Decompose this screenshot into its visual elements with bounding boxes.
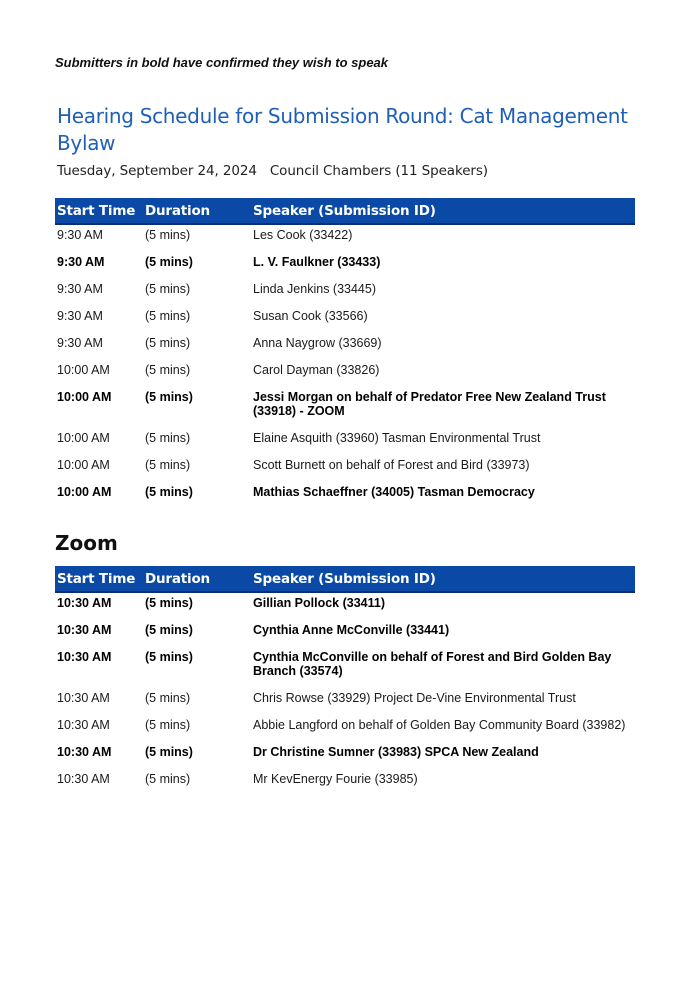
speaker-cell: Anna Naygrow (33669)	[253, 336, 382, 350]
table-row	[55, 279, 635, 306]
speaker-cell: Jessi Morgan on behalf of Predator Free New Zealand Trust (33918) - ZOOM	[253, 390, 606, 418]
table-header-row	[55, 198, 635, 224]
speaker-cell: L. V. Faulkner (33433)	[253, 255, 381, 269]
start-time-cell: 10:00 AM	[57, 390, 112, 404]
duration-cell: (5 mins)	[145, 691, 191, 705]
start-time-cell: 10:30 AM	[57, 772, 110, 786]
table-row	[55, 224, 635, 252]
duration-cell: (5 mins)	[145, 282, 191, 296]
chambers-schedule-table	[55, 198, 635, 509]
duration-cell: (5 mins)	[145, 255, 193, 269]
start-time-cell: 10:30 AM	[57, 718, 110, 732]
table-row	[55, 360, 635, 387]
speaker-cell: Elaine Asquith (33960) Tasman Environmental Trust	[253, 431, 541, 445]
speaker-cell: Cynthia Anne McConville (33441)	[253, 623, 450, 637]
table-row	[55, 306, 635, 333]
table-row	[55, 742, 635, 769]
table-row	[55, 769, 635, 796]
speaker-cell: Dr Christine Sumner (33983) SPCA New Zealand	[253, 745, 539, 759]
duration-cell: (5 mins)	[145, 772, 191, 786]
duration-cell: (5 mins)	[145, 336, 191, 350]
start-time-cell: 10:30 AM	[57, 745, 112, 759]
duration-cell: (5 mins)	[145, 485, 193, 499]
table-row	[55, 333, 635, 360]
duration-cell: (5 mins)	[145, 745, 193, 759]
header-start-time: Start Time	[55, 566, 143, 592]
table-header-row	[55, 566, 635, 592]
duration-cell: (5 mins)	[145, 650, 193, 664]
speaker-cell: Abbie Langford on behalf of Golden Bay Community Board (33982)	[253, 718, 626, 732]
table-row	[55, 387, 635, 428]
duration-cell: (5 mins)	[145, 596, 193, 610]
start-time-cell: 10:00 AM	[57, 431, 110, 445]
duration-cell: (5 mins)	[145, 390, 193, 404]
table-row	[55, 482, 635, 509]
table-row	[55, 455, 635, 482]
start-time-cell: 9:30 AM	[57, 228, 103, 242]
speaker-cell: Mathias Schaeffner (34005) Tasman Democracy	[253, 485, 535, 499]
table-row	[55, 647, 635, 688]
table-row	[55, 592, 635, 620]
speaker-cell: Les Cook (33422)	[253, 228, 353, 242]
speaker-cell: Linda Jenkins (33445)	[253, 282, 376, 296]
start-time-cell: 9:30 AM	[57, 282, 103, 296]
zoom-rows	[55, 592, 635, 796]
zoom-schedule-table	[55, 566, 635, 796]
speaker-cell: Mr KevEnergy Fourie (33985)	[253, 772, 418, 786]
start-time-cell: 10:00 AM	[57, 458, 110, 472]
start-time-cell: 10:00 AM	[57, 485, 112, 499]
table-row	[55, 620, 635, 647]
start-time-cell: 9:30 AM	[57, 255, 105, 269]
start-time-cell: 9:30 AM	[57, 309, 103, 323]
table-row	[55, 428, 635, 455]
start-time-cell: 9:30 AM	[57, 336, 103, 350]
table-row	[55, 688, 635, 715]
header-speaker: Speaker (Submission ID)	[251, 566, 635, 592]
duration-cell: (5 mins)	[145, 458, 191, 472]
header-start-time: Start Time	[55, 198, 143, 224]
duration-cell: (5 mins)	[145, 363, 191, 377]
start-time-cell: 10:00 AM	[57, 363, 110, 377]
table-row	[55, 252, 635, 279]
header-speaker: Speaker (Submission ID)	[251, 198, 635, 224]
duration-cell: (5 mins)	[145, 309, 191, 323]
zoom-section-heading: Zoom	[55, 531, 118, 555]
speaker-cell: Carol Dayman (33826)	[253, 363, 380, 377]
bold-speakers-note: Submitters in bold have confirmed they wish to speak	[55, 55, 389, 70]
start-time-cell: 10:30 AM	[57, 691, 110, 705]
page-title: Hearing Schedule for Submission Round: Cat Management Bylaw	[57, 104, 628, 155]
speaker-cell: Cynthia McConville on behalf of Forest and Bird Golden Bay Branch (33574)	[253, 650, 612, 678]
start-time-cell: 10:30 AM	[57, 596, 112, 610]
chambers-rows	[55, 224, 635, 509]
speaker-cell: Susan Cook (33566)	[253, 309, 368, 323]
start-time-cell: 10:30 AM	[57, 623, 112, 637]
hearing-details	[57, 163, 488, 179]
duration-cell: (5 mins)	[145, 228, 191, 242]
speaker-cell: Gillian Pollock (33411)	[253, 596, 386, 610]
header-duration: Duration	[143, 198, 251, 224]
speaker-cell: Scott Burnett on behalf of Forest and Bird (33973)	[253, 458, 530, 472]
duration-cell: (5 mins)	[145, 718, 191, 732]
speaker-cell: Chris Rowse (33929) Project De-Vine Environmental Trust	[253, 691, 576, 705]
duration-cell: (5 mins)	[145, 623, 193, 637]
header-duration: Duration	[143, 566, 251, 592]
duration-cell: (5 mins)	[145, 431, 191, 445]
table-row	[55, 715, 635, 742]
hearing-date: Tuesday, September 24, 2024	[57, 163, 257, 179]
hearing-venue: Council Chambers (11 Speakers)	[269, 163, 488, 179]
start-time-cell: 10:30 AM	[57, 650, 112, 664]
